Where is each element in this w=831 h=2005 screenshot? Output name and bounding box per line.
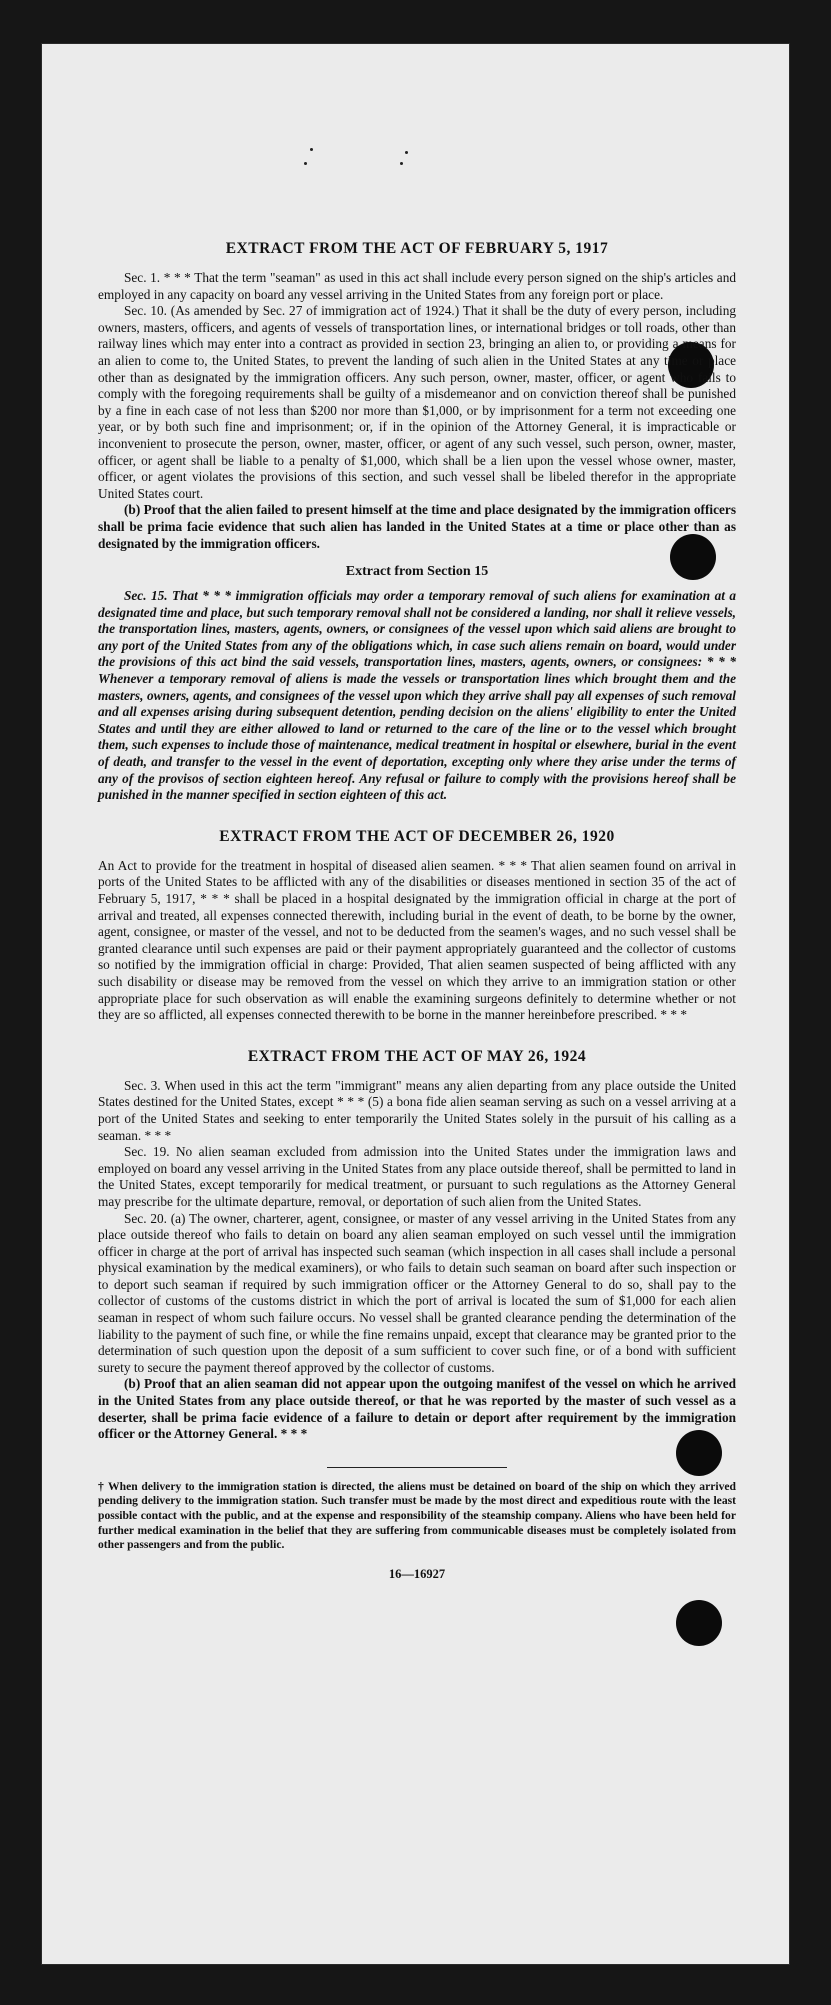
page-number: 16—16927 xyxy=(388,1566,446,1581)
paragraph-sec-15: Sec. 15. That * * * immigration officials may order a temporary removal of such aliens for examination at a designated time and place, but such temporary removal shall not be considered a landing, nor shall it relieve vessels, the transportation lines, masters, agents, owners, or consignees of the vessel upon which said aliens are brought to any port of the United States from any of the obligations which, in case such aliens remain on board, would under the provisions of this act bind the said vessels, transportation lines, masters, agents, owners, or consignees: * * * Whenever a temporary removal of aliens is made the vessels or transportation lines which brought them and the masters, owners, agents, and consignees of the vessel upon which they arrive shall pay all expenses of such removal and all expenses arising during subsequent detention, pending decision on the aliens' eligibility to enter the United States and until they are either allowed to land or returned to the care of the line or to the vessel which brought them, such expenses to include those of maintenance, medical treatment in hospital or elsewhere, burial in the event of death, and transfer to the vessel in the event of deportation, excepting only where they arise under the terms of any of the provisos of section eighteen hereof. Any refusal or failure to comply with the provisions hereof shall be punished in the manner specified in section eighteen of this act. xyxy=(98,588,736,803)
paragraph-sec-10-b: (b) Proof that the alien failed to present himself at the time and place designated by the immigration officers shall be prima facie evidence that such alien has landed in the United States at a time or place other than as designated by the immigration officers. xyxy=(98,502,736,551)
heading-act-1920: EXTRACT FROM THE ACT OF DECEMBER 26, 1920 xyxy=(219,827,615,845)
footnote: † When delivery to the immigration station is directed, the aliens must be detained on board of the ship on which they arrived pending delivery to the immigration station. Such transfer must be made by the most direct and expeditious route with the least possible contact with the public, and at the expense and responsibility of the steamship company. Aliens who have been held for further medical examination in the belief that they are suffering from communicable diseases must be completely isolated from other passengers and from the public. xyxy=(98,1479,736,1552)
heading-act-1917: EXTRACT FROM THE ACT OF FEBRUARY 5, 1917 xyxy=(225,240,609,257)
ink-marks xyxy=(42,148,789,168)
paragraph-sec-20-a: Sec. 20. (a) The owner, charterer, agent, consignee, or master of any vessel arriving in the United States from any place outside thereof who fails to detain on board any alien seaman employed on such vessel until the immigration officer in charge at the port of arrival has inspected such seaman (which inspection in all cases shall include a personal physical examination by the medical examiners), or who fails to detain such seaman on board after such inspection or to deport such seaman if required by such immigration officer or the Attorney General to do so, shall pay to the collector of customs of the customs district in which the port of arrival is located the sum of $1,000 for each alien seaman in respect of whom such failure occurs. No vessel shall be granted clearance pending the determination of the liability to the payment of such fine, or while the fine remains unpaid, except that clearance may be granted prior to the determination of such question upon the deposit of a sum sufficient to cover such fine, or of a bond with sufficient surety to secure the payment thereof approved by the collector of customs. xyxy=(98,1210,736,1375)
paragraph-act-1920: An Act to provide for the treatment in hospital of diseased alien seamen. * * * That alien seamen found on arrival in ports of the United States to be afflicted with any of the disabilities or diseases mentioned in section 35 of the act of February 5, 1917, * * * shall be placed in a hospital designated by the immigration official in charge at the port of arrival and treated, all expenses connected therewith, including burial in the event of death, to be borne by the owner, agent, consignee, or master of the vessel, and not to be deducted from the seamen's wages, and no such vessel shall be granted clearance until such expenses are paid or their payment appropriately guaranteed and the collector of customs so notified by the immigration official in charge: Provided, That alien seamen suspected of being afflicted with any such disability or disease may be removed from the vessel on which they arrive to an immigration station or other appropriate place for such observation as will enable the examining surgeons definitely to determine whether or not they are so afflicted, all expenses connected therewith to be borne in the manner hereinbefore prescribed. * * * xyxy=(98,857,736,1023)
paragraph-sec-10: Sec. 10. (As amended by Sec. 27 of immigration act of 1924.) That it shall be the duty of every person, including owners, masters, officers, and agents of vessels of transportation lines, or international bridges or toll roads, other than railway lines which may enter into a contract as provided in section 23, bringing an alien to, or providing a means for an alien to come to, the United States, to prevent the landing of such alien in the United States at any time or place other than as designated by the immigration officers. Any such person, owner, master, officer, or agent who fails to comply with the foregoing requirements shall be guilty of a misdemeanor and on conviction thereof shall be punished by a fine in each case of not less than $200 nor more than $1,000, or by imprisonment for a term not exceeding one year, or by both such fine and imprisonment; or, if in the opinion of the Attorney General, it is impracticable or inconvenient to prosecute the person, owner, master, officer, or agent of any such vessel, such person, owner, master, officer, or agent shall be liable to a penalty of $1,000, which shall be a lien upon the vessel whose owner, master, officer, or agent violates the provisions of this section, and such vessel shall be libeled therefor in the appropriate United States court. xyxy=(98,303,736,501)
document-page xyxy=(42,44,789,1964)
paragraph-sec-1: Sec. 1. * * * That the term "seaman" as used in this act shall include every person signed on the ship's articles and employed in any capacity on board any vessel arriving in the United States from any foreign port or place. xyxy=(98,270,736,302)
footnote-divider xyxy=(327,1467,507,1468)
heading-act-1924: EXTRACT FROM THE ACT OF MAY 26, 1924 xyxy=(247,1047,587,1065)
punch-hole-4 xyxy=(676,1600,722,1646)
paragraph-sec-19: Sec. 19. No alien seaman excluded from admission into the United States under the immigration laws and employed on board any vessel arriving in the United States from any place outside thereof, shall be permitted to land in the United States, except temporarily for medical treatment, or pursuant to such regulations as the Attorney General may prescribe for the ultimate departure, removal, or deportation of such alien from the United States. xyxy=(98,1144,736,1209)
document-body xyxy=(98,194,736,1582)
paragraph-sec-3: Sec. 3. When used in this act the term "immigrant" means any alien departing from any place outside the United States destined for the United States, except * * * (5) a bona fide alien seaman serving as such on a vessel arriving at a port of the United States and seeking to enter temporarily the United States solely in the pursuit of his calling as a seaman. * * * xyxy=(98,1077,736,1143)
paragraph-sec-20-b: (b) Proof that an alien seaman did not appear upon the outgoing manifest of the vessel on which he arrived in the United States from any place outside thereof, or that he was reported by the master of such vessel as a deserter, shall be prima facie evidence of a failure to detain or deport after requirement by the immigration officer or the Attorney General. * * * xyxy=(98,1376,736,1442)
subheading-section-15: Extract from Section 15 xyxy=(345,564,489,580)
